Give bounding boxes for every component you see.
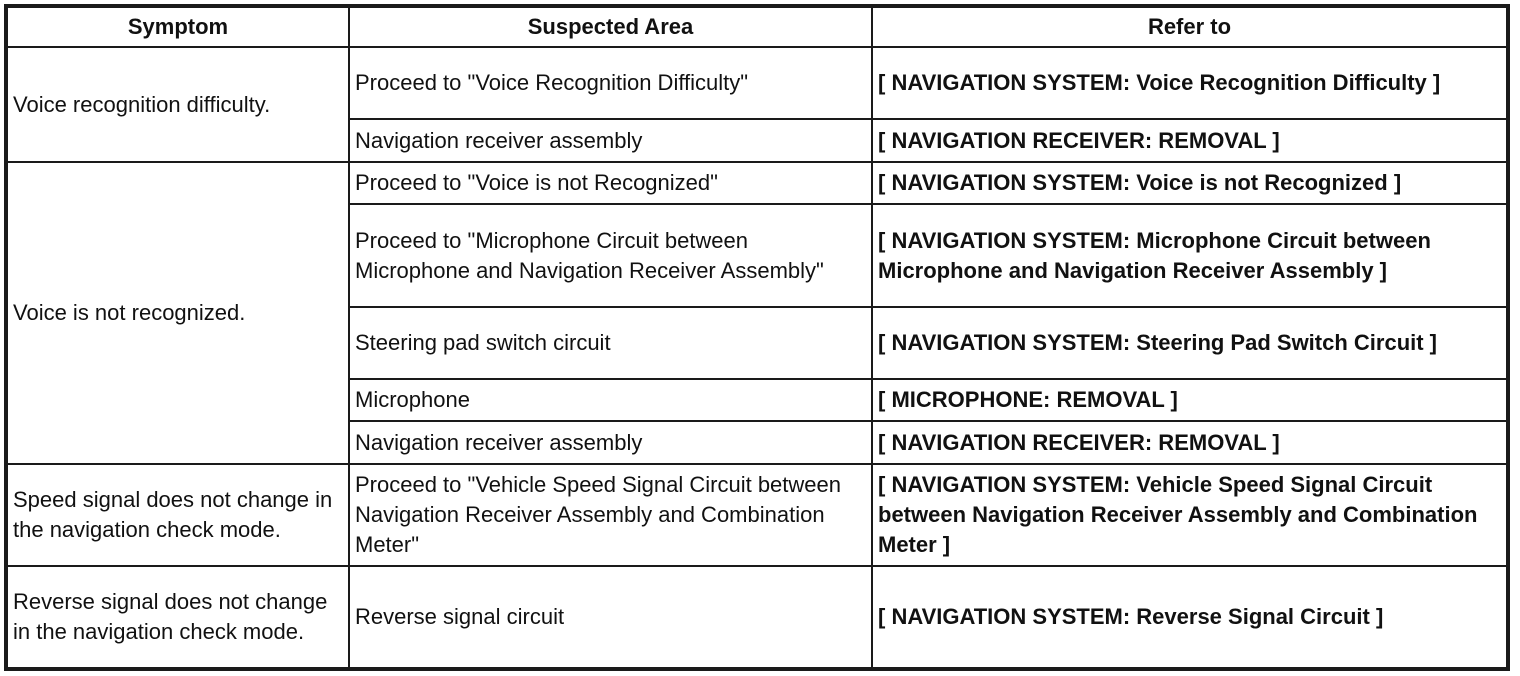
suspected-area-cell: Navigation receiver assembly [349, 119, 872, 162]
table-row [7, 47, 1507, 119]
refer-to-link[interactable]: [ NAVIGATION RECEIVER: REMOVAL ] [872, 119, 1507, 162]
suspected-area-cell: Navigation receiver assembly [349, 421, 872, 464]
refer-to-link[interactable]: [ NAVIGATION SYSTEM: Reverse Signal Circuit ] [872, 566, 1507, 668]
header-row [7, 7, 1507, 47]
refer-to-link[interactable]: [ NAVIGATION SYSTEM: Microphone Circuit between Microphone and Navigation Receiver Assembly ] [872, 204, 1507, 307]
header-suspected-area: Suspected Area [349, 7, 872, 47]
symptom-cell: Voice is not recognized. [7, 162, 349, 464]
table-row [7, 566, 1507, 668]
suspected-area-cell: Steering pad switch circuit [349, 307, 872, 379]
table-body [7, 47, 1507, 668]
refer-to-link[interactable]: [ NAVIGATION SYSTEM: Voice Recognition Difficulty ] [872, 47, 1507, 119]
table-row [7, 162, 1507, 204]
suspected-area-cell: Microphone [349, 379, 872, 421]
symptom-cell: Speed signal does not change in the navigation check mode. [7, 464, 349, 566]
symptom-cell: Voice recognition difficulty. [7, 47, 349, 162]
refer-to-link[interactable]: [ NAVIGATION RECEIVER: REMOVAL ] [872, 421, 1507, 464]
header-symptom: Symptom [7, 7, 349, 47]
suspected-area-cell: Proceed to "Vehicle Speed Signal Circuit between Navigation Receiver Assembly and Combination Meter" [349, 464, 872, 566]
suspected-area-cell: Proceed to "Voice Recognition Difficulty" [349, 47, 872, 119]
refer-to-link[interactable]: [ NAVIGATION SYSTEM: Vehicle Speed Signal Circuit between Navigation Receiver Assembly and Combination Meter ] [872, 464, 1507, 566]
refer-to-link[interactable]: [ NAVIGATION SYSTEM: Voice is not Recognized ] [872, 162, 1507, 204]
suspected-area-cell: Proceed to "Voice is not Recognized" [349, 162, 872, 204]
symptom-cell: Reverse signal does not change in the navigation check mode. [7, 566, 349, 668]
header-refer-to: Refer to [872, 7, 1507, 47]
table-header [7, 7, 1507, 47]
suspected-area-cell: Proceed to "Microphone Circuit between Microphone and Navigation Receiver Assembly" [349, 204, 872, 307]
table-row [7, 464, 1507, 566]
troubleshooting-table-container [6, 6, 1506, 669]
troubleshooting-table [6, 6, 1508, 669]
refer-to-link[interactable]: [ NAVIGATION SYSTEM: Steering Pad Switch Circuit ] [872, 307, 1507, 379]
refer-to-link[interactable]: [ MICROPHONE: REMOVAL ] [872, 379, 1507, 421]
suspected-area-cell: Reverse signal circuit [349, 566, 872, 668]
